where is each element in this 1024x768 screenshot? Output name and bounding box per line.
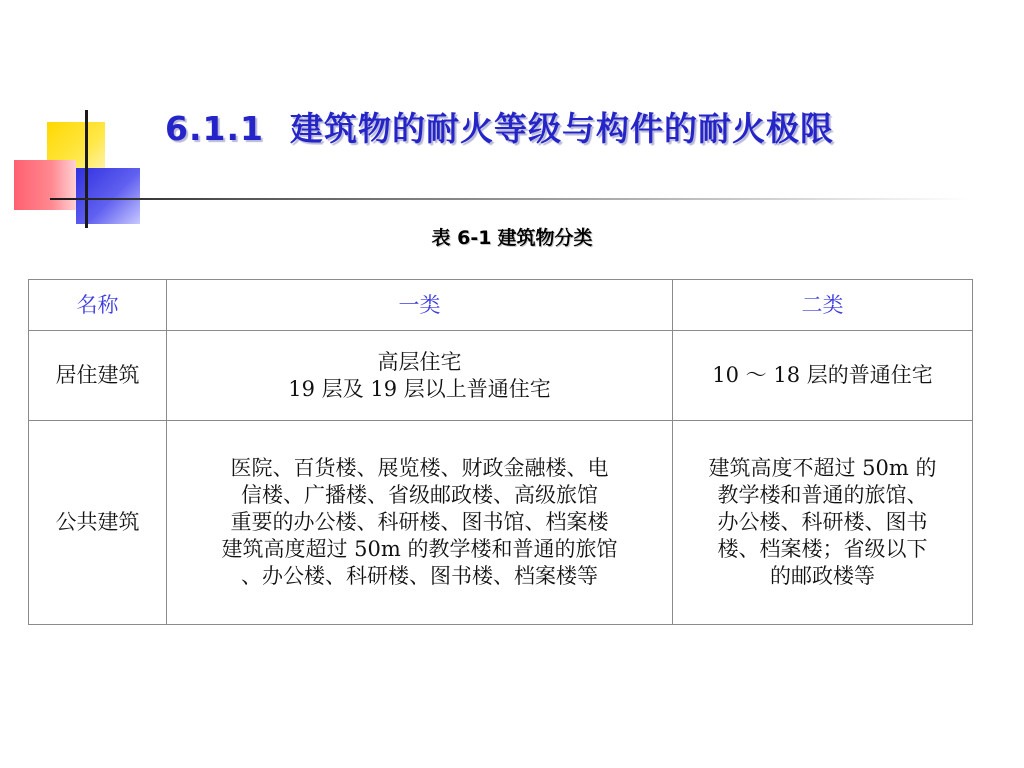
slide-title [165, 103, 1005, 150]
cell-line: 重要的办公楼、科研楼、图书馆、档案楼 [230, 510, 609, 534]
cell-line: 教学楼和普通的旅馆、 [717, 483, 928, 507]
cell-line: 19 层及 19 层以上普通住宅 [288, 376, 551, 401]
building-classification-table [28, 279, 973, 625]
decor-red-square [14, 160, 76, 210]
header-name: 名称 [29, 280, 167, 331]
decor-vertical-line [85, 110, 88, 228]
cell-line: 高层住宅 [377, 349, 462, 374]
table-row [29, 331, 973, 421]
table-row [29, 421, 973, 625]
cell-class1 [167, 331, 673, 421]
cell-class1 [167, 421, 673, 625]
table-caption-text: 建筑物分类 [497, 227, 593, 249]
header-class1: 一类 [167, 280, 673, 331]
cell-line: 办公楼、科研楼、图书 [717, 510, 928, 534]
cell-line: 建筑高度不超过 50m 的 [708, 456, 937, 480]
cell-line: 建筑高度超过 50m 的教学楼和普通的旅馆 [221, 537, 618, 561]
header-class2: 二类 [673, 280, 973, 331]
cell-line: 的邮政楼等 [770, 564, 875, 588]
cell-line: 楼、档案楼；省级以下 [717, 537, 928, 561]
cell-line: 、办公楼、科研楼、图书楼、档案楼等 [241, 564, 598, 588]
section-number: 6.1.1 [165, 109, 264, 148]
cell-line: 信楼、广播楼、省级邮政楼、高级旅馆 [241, 483, 598, 507]
cell-class2 [673, 421, 973, 625]
cell-line: 医院、百货楼、展览楼、财政金融楼、电 [230, 456, 609, 480]
title-underline [50, 198, 970, 200]
table-header-row [29, 280, 973, 331]
row-name: 公共建筑 [29, 421, 167, 625]
row-name: 居住建筑 [29, 331, 167, 421]
table-caption [0, 223, 1024, 250]
table-caption-label: 表 6-1 [431, 227, 492, 249]
cell-line: 10 ～ 18 层的普通住宅 [712, 363, 933, 387]
cell-class2 [673, 331, 973, 421]
section-title: 建筑物的耐火等级与构件的耐火极限 [289, 109, 834, 148]
